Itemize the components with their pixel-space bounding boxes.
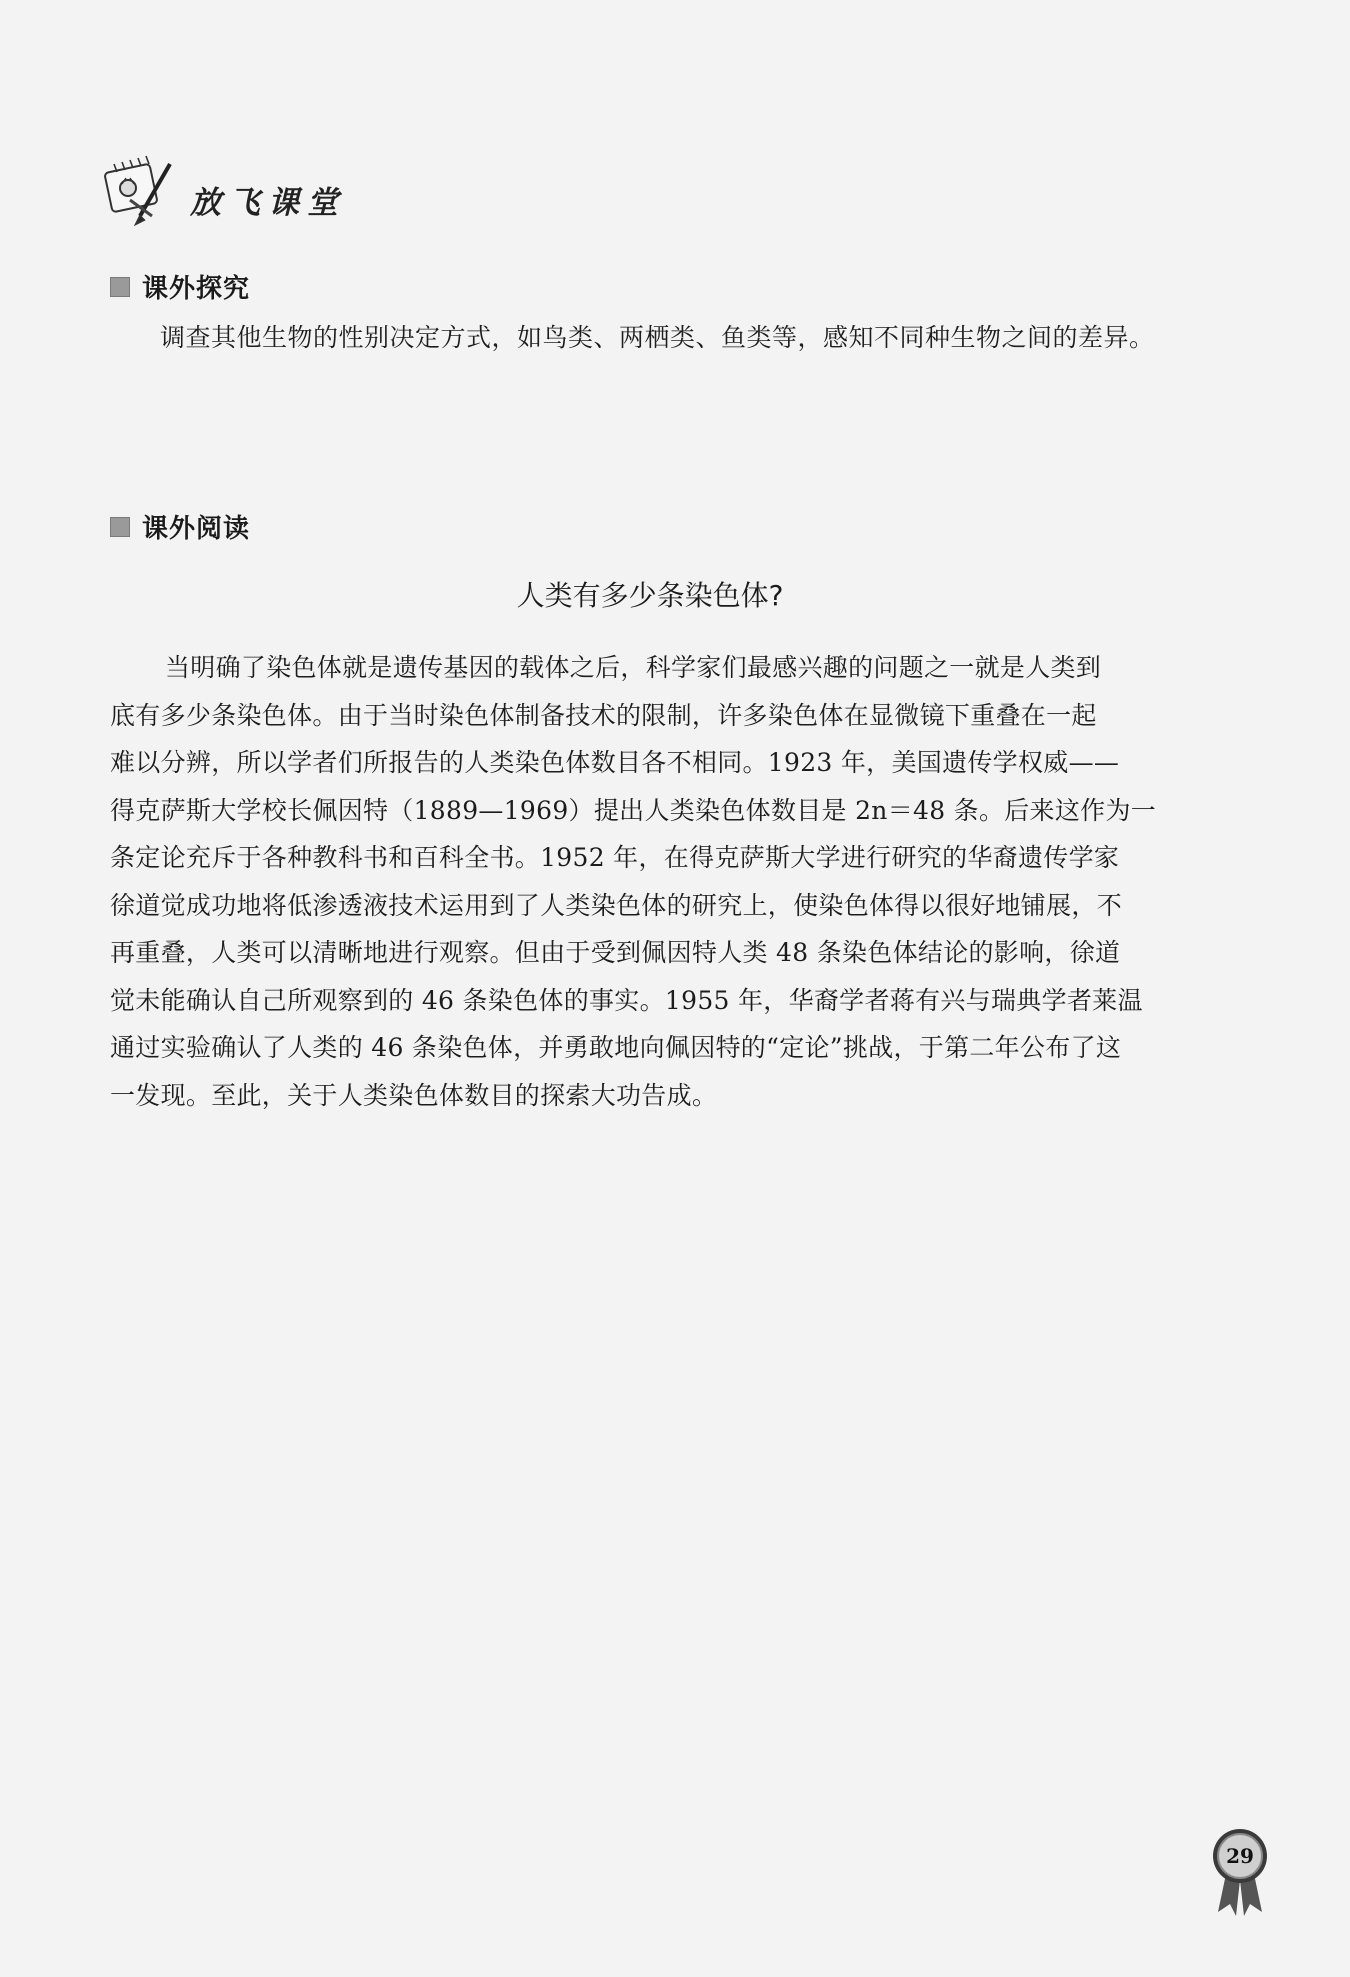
article-line: 再重叠，人类可以清晰地进行观察。但由于受到佩因特人类 48 条染色体结论的影响，徐道 bbox=[110, 938, 1121, 967]
article-line: 底有多少条染色体。由于当时染色体制备技术的限制，许多染色体在显微镜下重叠在一起 bbox=[110, 700, 1097, 730]
article-line: 当明确了染色体就是遗传基因的载体之后，科学家们最感兴趣的问题之一就是人类到 bbox=[165, 653, 1102, 682]
page-number: 29 bbox=[1226, 1844, 1254, 1868]
article-line: 得克萨斯大学校长佩因特（1889—1969）提出人类染色体数目是 2n＝48 条。后来这作为一 bbox=[110, 795, 1157, 825]
explore-section-heading bbox=[110, 268, 250, 305]
series-title: 放飞课堂 bbox=[190, 184, 346, 221]
article-line: 觉未能确认自己所观察到的 46 条染色体的事实。1955 年，华裔学者蒋有兴与瑞典学者莱温 bbox=[110, 985, 1143, 1015]
explore-heading-text: 课外探究 bbox=[142, 274, 251, 304]
explore-paragraph: 调查其他生物的性别决定方式，如鸟类、两栖类、鱼类等，感知不同种生物之间的差异。 bbox=[160, 323, 1155, 352]
square-bullet-icon bbox=[110, 277, 130, 297]
article-title: 人类有多少条染色体? bbox=[516, 579, 784, 612]
article-line: 条定论充斥于各种教科书和百科全书。1952 年，在得克萨斯大学进行研究的华裔遗传学家 bbox=[110, 843, 1120, 872]
page-number-badge bbox=[1208, 1826, 1272, 1916]
square-bullet-icon bbox=[110, 517, 130, 537]
article-line: 难以分辨，所以学者们所报告的人类染色体数目各不相同。1923 年，美国遗传学权威—— bbox=[110, 748, 1120, 777]
reading-heading-text: 课外阅读 bbox=[142, 514, 251, 544]
reading-section-heading bbox=[110, 508, 250, 545]
notebook-pencil-icon bbox=[100, 154, 182, 226]
article-body bbox=[110, 644, 1205, 1119]
article-line: 一发现。至此，关于人类染色体数目的探索大功告成。 bbox=[110, 1080, 718, 1110]
article-line: 徐道觉成功地将低渗透液技术运用到了人类染色体的研究上，使染色体得以很好地铺展，不 bbox=[110, 890, 1123, 920]
medal-ribbon-icon bbox=[1208, 1826, 1272, 1916]
header-logo bbox=[100, 150, 346, 230]
article-line: 通过实验确认了人类的 46 条染色体，并勇敢地向佩因特的“定论”挑战，于第二年公布了这 bbox=[110, 1033, 1122, 1062]
